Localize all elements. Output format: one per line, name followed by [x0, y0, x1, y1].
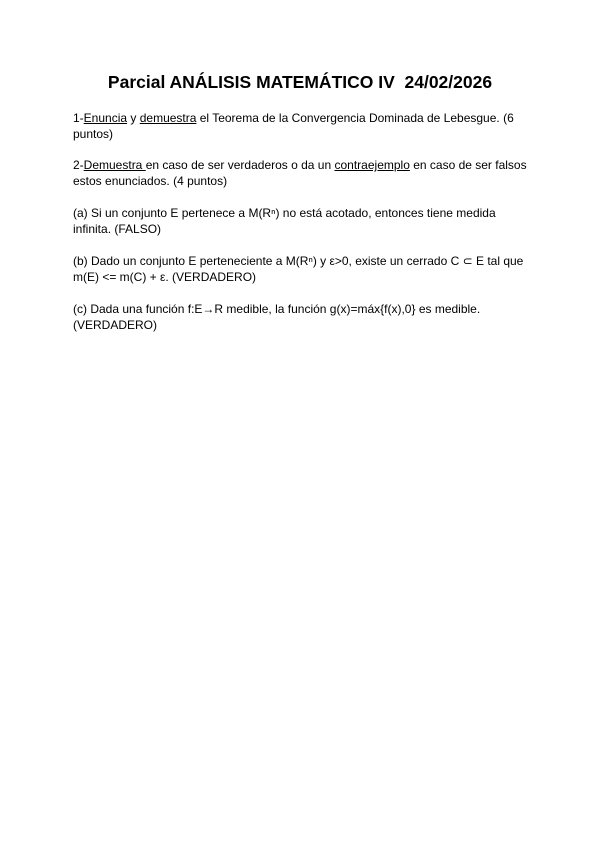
- question-1-prefix: 1-: [73, 111, 84, 125]
- question-1-and: y: [127, 111, 140, 125]
- question-2-text: en caso de ser falsos estos enunciados. (4 puntos): [73, 158, 527, 188]
- question-1: [73, 111, 533, 142]
- exam-title: Parcial ANÁLISIS MATEMÁTICO IV 24/02/2026: [107, 72, 493, 92]
- question-2-verb-demuestra: Demuestra: [83, 158, 146, 172]
- question-1-verb-enuncia: Enuncia: [83, 111, 128, 125]
- question-1-verb-demuestra: demuestra: [139, 111, 197, 125]
- statement-b: (b) Dado un conjunto E perteneciente a M(Rⁿ) y ε>0, existe un cerrado C ⊂ E tal que m(E) <= m(C) + ε. (VERDADERO): [73, 254, 524, 284]
- question-1-text: el Teorema de la Convergencia Dominada de Lebesgue. (6 puntos): [73, 111, 514, 141]
- statement-a: (a) Si un conjunto E pertenece a M(Rⁿ) no está acotado, entonces tiene medida infinita. (FALSO): [73, 206, 496, 236]
- question-2: [73, 158, 533, 189]
- statement-c: (c) Dada una función f:E→R medible, la función g(x)=máx{f(x),0} es medible. (VERDADERO): [73, 302, 481, 332]
- question-2-prefix: 2-: [73, 158, 84, 172]
- question-2-contraejemplo: contraejemplo: [334, 158, 410, 172]
- question-2-middle: en caso de ser verdaderos o da un: [145, 158, 335, 172]
